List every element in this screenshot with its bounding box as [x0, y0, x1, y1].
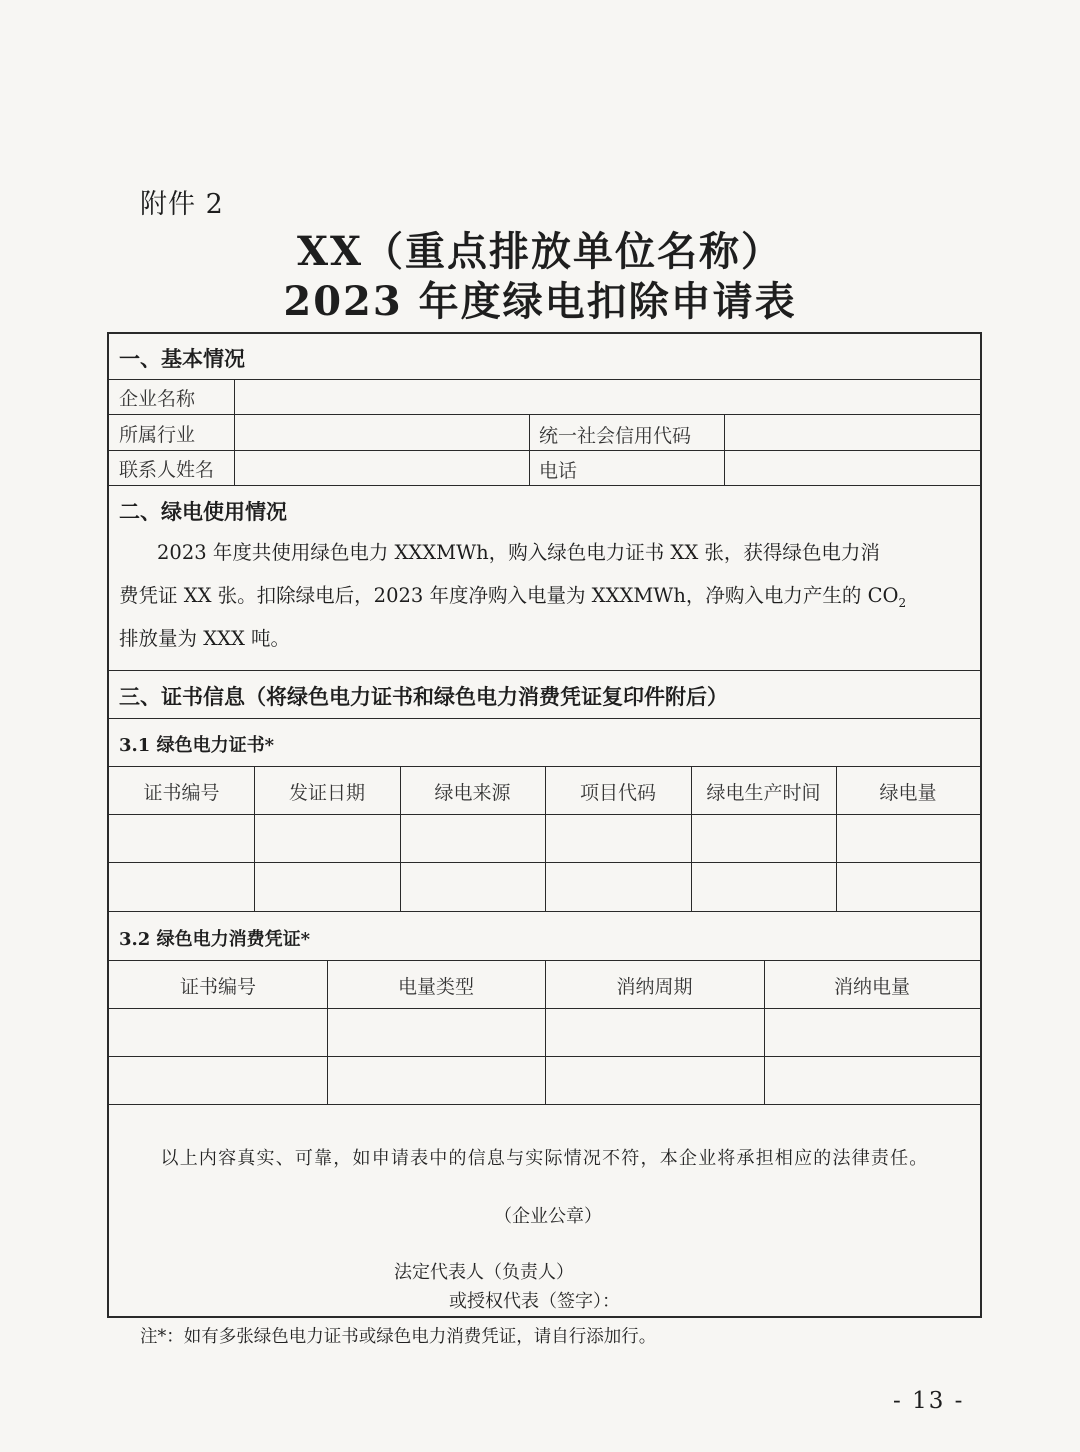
voucher-col-power-type: 电量类型: [397, 976, 474, 998]
section-basic-info-title: 一、基本情况: [119, 346, 245, 371]
legal-rep-label: 法定代表人（负责人）: [394, 1262, 574, 1283]
company-name-field[interactable]: [244, 384, 969, 412]
form-title-line1: XX（重点排放单位名称）: [296, 228, 784, 275]
voucher-col-period: 消纳周期: [616, 976, 693, 998]
green-cert-subtitle: 3.1 绿色电力证书*: [119, 735, 274, 756]
footnote: 注*：如有多张绿色电力证书或绿色电力消费凭证，请自行添加行。: [140, 1327, 657, 1347]
phone-label: 电话: [539, 460, 578, 482]
attachment-label: 附件 2: [140, 189, 224, 220]
phone-field[interactable]: [734, 455, 974, 483]
form-title-line2: 2023 年度绿电扣除申请表: [283, 278, 797, 325]
authorized-rep-signature-label: 或授权代表（签字）：: [449, 1291, 620, 1312]
voucher-subtitle: 3.2 绿色电力消费凭证*: [119, 929, 310, 950]
green-usage-line2: 费凭证 XX 张。扣除绿电后，2023 年度净购入电量为 XXXMWh，净购入电力产生的 $CO_2$: [119, 584, 907, 610]
section-certificate-title: 三、证书信息（将绿色电力证书和绿色电力消费凭证复印件附后）: [119, 684, 728, 709]
section-green-usage-title: 二、绿电使用情况: [119, 499, 287, 524]
page-number: - 13 -: [893, 1388, 965, 1414]
voucher-col-number: 证书编号: [179, 976, 256, 998]
application-form: [107, 332, 982, 1318]
voucher-col-amount: 消纳电量: [833, 976, 910, 998]
contact-name-label: 联系人姓名: [119, 459, 215, 481]
cert-col-amount: 绿电量: [879, 782, 937, 804]
cert-col-production-time: 绿电生产时间: [706, 782, 821, 804]
green-usage-line3: 排放量为 XXX 吨。: [119, 627, 291, 650]
company-name-label: 企业名称: [119, 388, 196, 410]
credit-code-label: 统一社会信用代码: [539, 425, 692, 447]
industry-label: 所属行业: [119, 424, 196, 446]
cert-col-source: 绿电来源: [434, 782, 511, 804]
green-usage-line1: 2023 年度共使用绿色电力 XXXMWh，购入绿色电力证书 XX 张，获得绿色电力消: [157, 541, 880, 564]
company-seal-label: （企业公章）: [494, 1206, 602, 1227]
cert-col-issue-date: 发证日期: [288, 782, 365, 804]
cert-col-number: 证书编号: [143, 782, 220, 804]
cert-col-project-code: 项目代码: [579, 782, 656, 804]
industry-field[interactable]: [244, 420, 524, 448]
credit-code-field[interactable]: [734, 420, 974, 448]
declaration-text: 以上内容真实、可靠，如申请表中的信息与实际情况不符，本企业将承担相应的法律责任。: [160, 1148, 929, 1169]
contact-name-field[interactable]: [244, 455, 524, 483]
